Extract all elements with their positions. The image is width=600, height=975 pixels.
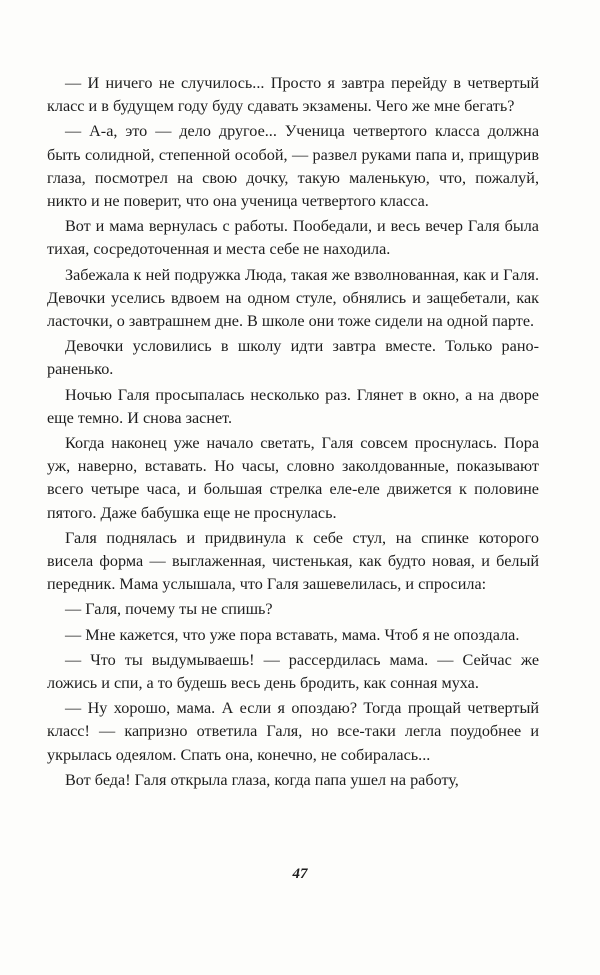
paragraph: — А-а, это — дело другое... Ученица четвертого класса должна быть солидной, степенной особой, — развел руками папа и, прищурив глаза, посмотрел на свою дочку, такую маленькую, что, пожалуй, никто и не поверит, что она ученица четвертого класса.	[47, 122, 539, 211]
paragraph: Девочки условились в школу идти завтра вместе. Только рано-раненько.	[47, 337, 539, 379]
paragraph: Когда наконец уже начало светать, Галя совсем проснулась. Пора уж, наверно, вставать. Но часы, словно заколдованные, показывают всего четыре часа, и большая стрелка еле-еле движется к половине пятого. Даже бабушка еще не проснулась.	[47, 434, 539, 522]
paragraph: — Мне кажется, что уже пора вставать, мама. Чтоб я не опоздала.	[65, 625, 520, 644]
paragraph: Вот и мама вернулась с работы. Пообедали, и весь вечер Галя была тихая, сосредоточенная и места себе не находила.	[47, 217, 539, 259]
paragraph: Галя поднялась и придвинула к себе стул, на спинке которого висела форма — выглаженная, чистенькая, как будто новая, и белый передник. Мама услышала, что Галя зашевелилась, и спросила:	[47, 528, 539, 594]
paragraph: — Что ты выдумываешь! — рассердилась мама. — Сейчас же ложись и спи, а то будешь весь день бродить, как сонная муха.	[47, 650, 539, 693]
body-text	[47, 72, 539, 794]
paragraph: Вот беда! Галя открыла глаза, когда папа ушел на работу,	[65, 770, 459, 789]
paragraph: — И ничего не случилось... Просто я завтра перейду в четвертый класс и в будущем году буду сдавать экзамены. Чего же мне бегать?	[47, 74, 539, 116]
page-number: 47	[292, 866, 308, 882]
paragraph: — Галя, почему ты не спишь?	[65, 600, 273, 619]
paragraph: Забежала к ней подружка Люда, такая же взволнованная, как и Галя. Девочки уселись вдвоем на одном стуле, обнялись и защебетали, как ласточки, о завтрашнем дне. В школе они тоже сидели на одной парте.	[47, 265, 539, 331]
paragraph: Ночью Галя просыпалась несколько раз. Глянет в окно, а на дворе еще темно. И снова заснет.	[47, 385, 539, 427]
paragraph: — Ну хорошо, мама. А если я опоздаю? Тогда прощай четвертый класс! — капризно ответила Галя, но все-таки легла поудобнее и укрылась одеялом. Спать она, конечно, не собиралась...	[47, 699, 539, 764]
